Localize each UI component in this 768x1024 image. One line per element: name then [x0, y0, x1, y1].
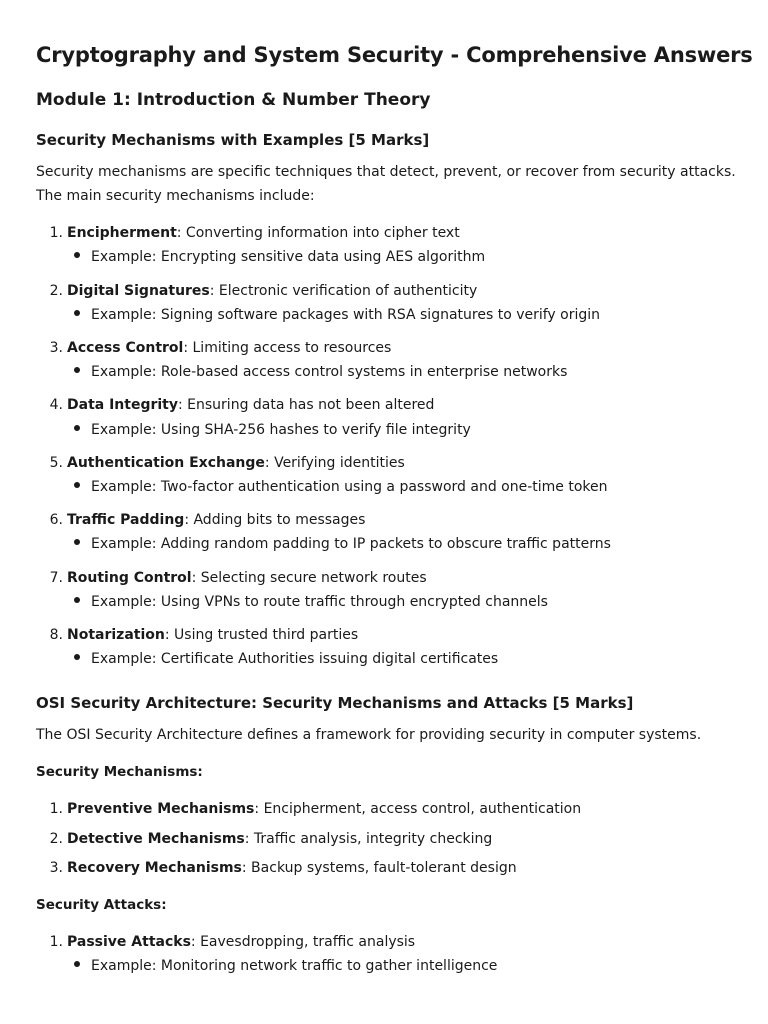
list-item: 1. Passive Attacks: Eavesdropping, traffic analysis [49, 934, 416, 950]
subheading-security-mechanisms: Security Mechanisms: [36, 764, 203, 780]
bullet-icon [74, 367, 80, 373]
list-item-example: Example: Encrypting sensitive data using AES algorithm [74, 247, 485, 267]
list-item-example: Example: Role-based access control systems in enterprise networks [74, 362, 567, 382]
bullet-icon [74, 961, 80, 967]
bullet-icon [74, 252, 80, 258]
list-item: 7. Routing Control: Selecting secure network routes [49, 570, 427, 586]
list-item-example: Example: Adding random padding to IP packets to obscure traffic patterns [74, 534, 611, 554]
list-item: 1. Encipherment: Converting information into cipher text [49, 225, 460, 241]
list-item: 3. Access Control: Limiting access to resources [49, 340, 392, 356]
list-item: 5. Authentication Exchange: Verifying identities [49, 455, 405, 471]
list-item-example: Example: Signing software packages with RSA signatures to verify origin [74, 305, 600, 325]
bullet-icon [74, 482, 80, 488]
bullet-icon [74, 310, 80, 316]
section-heading-osi-architecture: OSI Security Architecture: Security Mechanisms and Attacks [5 Marks] [36, 694, 634, 712]
list-item-example: Example: Two-factor authentication using a password and one-time token [74, 477, 608, 497]
list-item-example: Example: Certificate Authorities issuing digital certificates [74, 649, 498, 669]
bullet-icon [74, 539, 80, 545]
list-item: 8. Notarization: Using trusted third parties [49, 627, 359, 643]
section-heading-security-mechanisms: Security Mechanisms with Examples [5 Marks] [36, 131, 430, 149]
list-item: 6. Traffic Padding: Adding bits to messages [49, 512, 366, 528]
list-item: 2. Detective Mechanisms: Traffic analysis, integrity checking [49, 831, 493, 847]
list-item-example: Example: Using VPNs to route traffic through encrypted channels [74, 592, 548, 612]
bullet-icon [74, 654, 80, 660]
module-heading: Module 1: Introduction & Number Theory [36, 90, 431, 110]
list-item: 2. Digital Signatures: Electronic verification of authenticity [49, 283, 478, 299]
page-title: Cryptography and System Security - Comprehensive Answers [36, 43, 753, 67]
section-intro-paragraph: The OSI Security Architecture defines a framework for providing security in computer systems. [36, 727, 702, 743]
list-item-example: Example: Monitoring network traffic to gather intelligence [74, 956, 497, 976]
bullet-icon [74, 425, 80, 431]
subheading-security-attacks: Security Attacks: [36, 897, 167, 913]
bullet-icon [74, 597, 80, 603]
section-intro-paragraph: Security mechanisms are specific techniques that detect, prevent, or recover from security attacks. The main security mechanisms include: [36, 164, 736, 204]
list-item: 4. Data Integrity: Ensuring data has not been altered [49, 397, 435, 413]
list-item-example: Example: Using SHA-256 hashes to verify file integrity [74, 420, 471, 440]
list-item: 3. Recovery Mechanisms: Backup systems, fault-tolerant design [49, 860, 517, 876]
list-item: 1. Preventive Mechanisms: Encipherment, access control, authentication [49, 801, 582, 817]
